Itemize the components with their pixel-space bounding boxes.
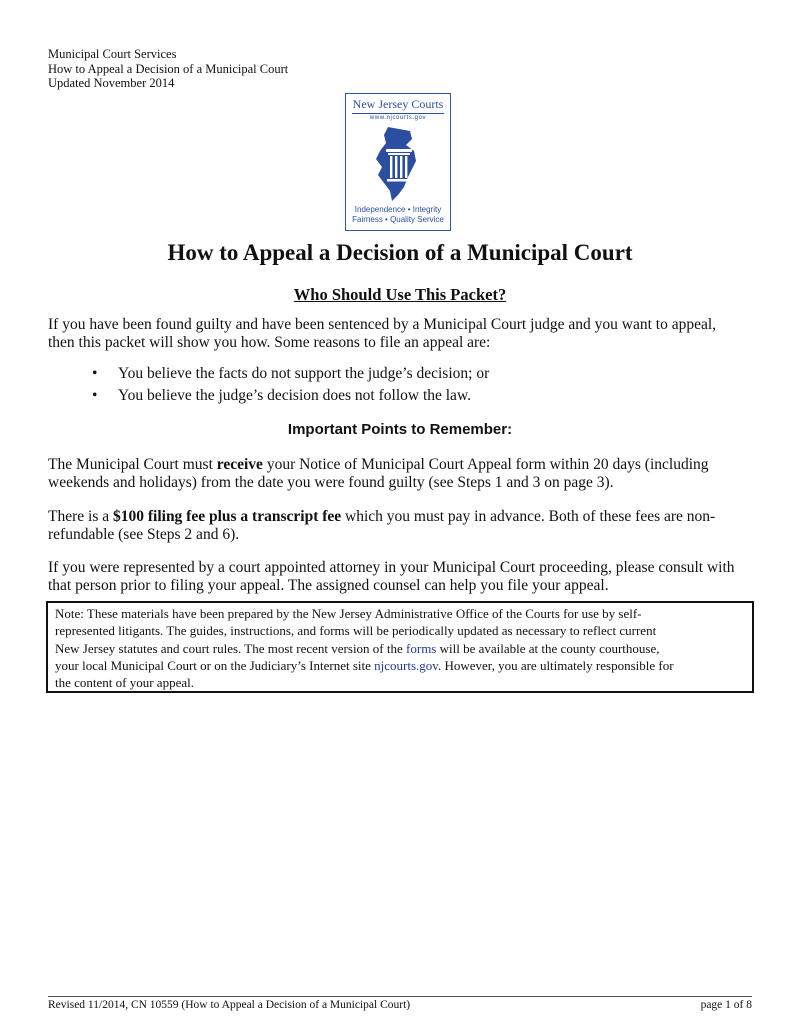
note-line-3-text-cont: will be available at the county courthouse, <box>436 640 660 656</box>
logo-url: www.njcourts.gov <box>369 115 427 121</box>
footer-page-number: page 1 of 8 <box>700 999 752 1011</box>
note-line-2: represented litigants. The guides, instructions, and forms will be periodically updated as necessary to reflect current <box>55 623 657 639</box>
attorney-line-2: that person prior to filing your appeal. The assigned counsel can help you file your appeal. <box>48 577 609 594</box>
note-line-4-text-cont: . However, you are ultimately responsible for <box>437 657 674 673</box>
logo-motto-line1: Independence • Integrity <box>354 205 442 214</box>
logo-divider <box>352 113 444 114</box>
note-box <box>46 601 754 693</box>
deadline-text: The Municipal Court must <box>48 456 217 473</box>
attorney-paragraph <box>48 559 760 595</box>
footer-revision: Revised 11/2014, CN 10559 (How to Appeal a Decision of a Municipal Court) <box>48 999 411 1011</box>
deadline-text-cont: your Notice of Municipal Court Appeal form within 20 days (including <box>262 456 709 473</box>
logo-motto-line2: Fairness • Quality Service <box>352 215 444 224</box>
fee-emphasis: $100 filing fee plus a transcript fee <box>112 508 342 525</box>
header-line-title: How to Appeal a Decision of a Municipal Court <box>48 61 289 76</box>
section-heading-who: Who Should Use This Packet? <box>293 285 507 304</box>
fee-text: There is a <box>48 508 113 525</box>
document-title: How to Appeal a Decision of a Municipal Court <box>167 240 633 265</box>
fee-line-2: refundable (see Steps 2 and 6). <box>48 526 240 543</box>
note-line-4-text: your local Municipal Court or on the Judiciary’s Internet site <box>55 657 375 673</box>
receive-emphasis: receive <box>216 456 263 473</box>
intro-line-1: If you have been found guilty and have been sentenced by a Municipal Court judge and you want to appeal, <box>48 316 717 333</box>
intro-paragraph <box>48 316 760 352</box>
new-jersey-map-icon <box>366 125 430 203</box>
note-line-1: Note: These materials have been prepared by the New Jersey Administrative Office of the Courts for use by self- <box>55 606 642 621</box>
forms-link[interactable]: forms <box>406 640 437 656</box>
note-line-5: the content of your appeal. <box>55 675 194 691</box>
nj-courts-logo <box>345 93 451 231</box>
note-line-4 <box>55 657 746 674</box>
logo-motto <box>346 205 450 225</box>
attorney-line-1: If you were represented by a court appointed attorney in your Municipal Court proceeding, please consult with <box>48 559 735 576</box>
fee-text-cont: which you must pay in advance. Both of these fees are non- <box>341 508 716 525</box>
list-item: • You believe the facts do not support the judge’s decision; or <box>92 365 489 387</box>
header-line-updated: Updated November 2014 <box>48 76 175 90</box>
reasons-list <box>92 365 489 409</box>
note-line-3 <box>55 640 746 657</box>
fee-paragraph <box>48 508 760 544</box>
section-heading-important: Important Points to Remember: <box>287 421 513 438</box>
deadline-paragraph <box>48 456 760 492</box>
document-header <box>48 47 288 91</box>
intro-line-2: then this packet will show you how. Some reasons to file an appeal are: <box>48 334 491 351</box>
footer-divider <box>48 996 752 997</box>
logo-title: New Jersey Courts <box>352 97 444 111</box>
njcourts-link[interactable]: njcourts.gov <box>374 657 438 673</box>
note-line-3-text: New Jersey statutes and court rules. The most recent version of the <box>55 640 407 656</box>
header-line-service: Municipal Court Services <box>48 47 177 61</box>
list-item: • You believe the judge’s decision does not follow the law. <box>92 387 489 409</box>
deadline-line-2: weekends and holidays) from the date you were found guilty (see Steps 1 and 3 on page 3). <box>48 474 614 491</box>
